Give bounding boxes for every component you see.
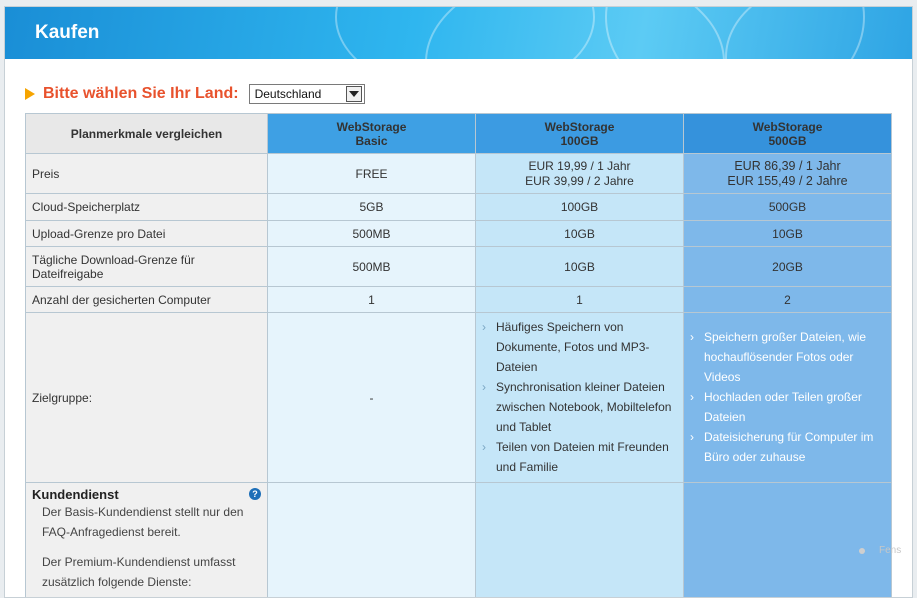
purchase-window bbox=[4, 6, 913, 598]
price-100gb bbox=[476, 154, 684, 194]
download-basic: 500MB bbox=[268, 247, 476, 287]
page-title: Kaufen bbox=[35, 22, 100, 43]
support-basic bbox=[268, 483, 476, 598]
price-500gb bbox=[684, 154, 892, 194]
audience-basic: - bbox=[268, 313, 476, 483]
chevron-right-icon: › bbox=[482, 440, 486, 454]
audience-100gb bbox=[476, 313, 684, 483]
dropdown-arrow-icon[interactable] bbox=[346, 86, 362, 102]
price-100gb-1y: EUR 19,99 / 1 Jahr bbox=[528, 158, 631, 173]
list-item bbox=[482, 437, 673, 477]
floating-window-hint[interactable] bbox=[859, 545, 901, 556]
list-item bbox=[690, 327, 881, 387]
table-row-audience bbox=[26, 313, 892, 483]
help-icon[interactable]: ? bbox=[249, 488, 261, 500]
chevron-right-icon: › bbox=[690, 390, 694, 404]
table-row-price bbox=[26, 154, 892, 194]
row-label-download: Tägliche Download-Grenze für Dateifreigabe bbox=[26, 247, 268, 287]
plan-header-500gb-line1: WebStorage bbox=[752, 119, 823, 134]
storage-500gb: 500GB bbox=[684, 194, 892, 221]
dot-icon bbox=[859, 548, 865, 554]
audience-500gb-item-2: Hochladen oder Teilen großer Dateien bbox=[704, 390, 862, 424]
plan-header-basic bbox=[268, 114, 476, 154]
price-500gb-2y: EUR 155,49 / 2 Jahre bbox=[727, 173, 848, 188]
price-100gb-2y: EUR 39,99 / 2 Jahre bbox=[525, 173, 634, 188]
audience-100gb-item-1: Häufiges Speichern von Dokumente, Fotos und MP3-Dateien bbox=[496, 320, 650, 374]
support-title bbox=[32, 483, 267, 502]
country-select-value: Deutschland bbox=[254, 87, 322, 101]
upload-basic: 500MB bbox=[268, 221, 476, 247]
country-selector-row bbox=[25, 83, 365, 105]
floating-window-hint-text: Fens bbox=[879, 545, 902, 556]
row-label-storage: Cloud-Speicherplatz bbox=[26, 194, 268, 221]
list-item bbox=[690, 387, 881, 427]
list-item bbox=[690, 427, 881, 467]
computers-500gb: 2 bbox=[684, 287, 892, 313]
plan-header-500gb-line2: 500GB bbox=[768, 133, 807, 148]
audience-100gb-item-2: Synchronisation kleiner Dateien zwischen Notebook, Mobiltelefon und Tablet bbox=[496, 380, 672, 434]
list-item bbox=[482, 317, 673, 377]
table-row-computers bbox=[26, 287, 892, 313]
chevron-right-icon: › bbox=[690, 430, 694, 444]
storage-100gb: 100GB bbox=[476, 194, 684, 221]
plan-header-basic-line2: Basic bbox=[355, 133, 388, 148]
table-row-storage bbox=[26, 194, 892, 221]
country-select[interactable] bbox=[249, 84, 365, 104]
support-text-basic: Der Basis-Kundendienst stellt nur den FAQ-Anfragedienst bereit. bbox=[42, 505, 244, 539]
plan-header-100gb bbox=[476, 114, 684, 154]
price-basic: FREE bbox=[268, 154, 476, 194]
list-item bbox=[482, 377, 673, 437]
upload-100gb: 10GB bbox=[476, 221, 684, 247]
row-label-audience: Zielgruppe: bbox=[26, 313, 268, 483]
upload-500gb: 10GB bbox=[684, 221, 892, 247]
download-100gb: 10GB bbox=[476, 247, 684, 287]
triangle-bullet-icon bbox=[25, 88, 35, 100]
country-label: Bitte wählen Sie Ihr Land: bbox=[43, 85, 239, 102]
row-label-price: Preis bbox=[26, 154, 268, 194]
support-500gb bbox=[684, 483, 892, 598]
chevron-right-icon: › bbox=[482, 320, 486, 334]
row-label-support bbox=[26, 483, 268, 598]
feature-column-header: Planmerkmale vergleichen bbox=[26, 114, 268, 154]
storage-basic: 5GB bbox=[268, 194, 476, 221]
computers-basic: 1 bbox=[268, 287, 476, 313]
chevron-right-icon: › bbox=[690, 330, 694, 344]
audience-500gb-item-3: Dateisicherung für Computer im Büro oder zuhause bbox=[704, 430, 874, 464]
plan-header-100gb-line1: WebStorage bbox=[544, 119, 615, 134]
audience-500gb-item-1: Speichern großer Dateien, wie hochauflösender Fotos oder Videos bbox=[704, 330, 867, 384]
plan-header-500gb bbox=[684, 114, 892, 154]
audience-100gb-item-3: Teilen von Dateien mit Freunden und Familie bbox=[496, 440, 669, 474]
computers-100gb: 1 bbox=[476, 287, 684, 313]
support-text-premium: Der Premium-Kundendienst umfasst zusätzlich folgende Dienste: bbox=[42, 555, 236, 589]
row-label-computers: Anzahl der gesicherten Computer bbox=[26, 287, 268, 313]
plan-comparison-table bbox=[25, 113, 892, 598]
plan-header-basic-line1: WebStorage bbox=[336, 119, 407, 134]
audience-500gb bbox=[684, 313, 892, 483]
plan-header-100gb-line2: 100GB bbox=[560, 133, 599, 148]
chevron-right-icon: › bbox=[482, 380, 486, 394]
table-row-support bbox=[26, 483, 892, 598]
table-row-download bbox=[26, 247, 892, 287]
support-100gb bbox=[476, 483, 684, 598]
support-title-text: Kundendienst bbox=[32, 487, 119, 502]
page-header bbox=[5, 7, 913, 59]
price-500gb-1y: EUR 86,39 / 1 Jahr bbox=[734, 158, 841, 173]
row-label-upload: Upload-Grenze pro Datei bbox=[26, 221, 268, 247]
table-row-upload bbox=[26, 221, 892, 247]
download-500gb: 20GB bbox=[684, 247, 892, 287]
